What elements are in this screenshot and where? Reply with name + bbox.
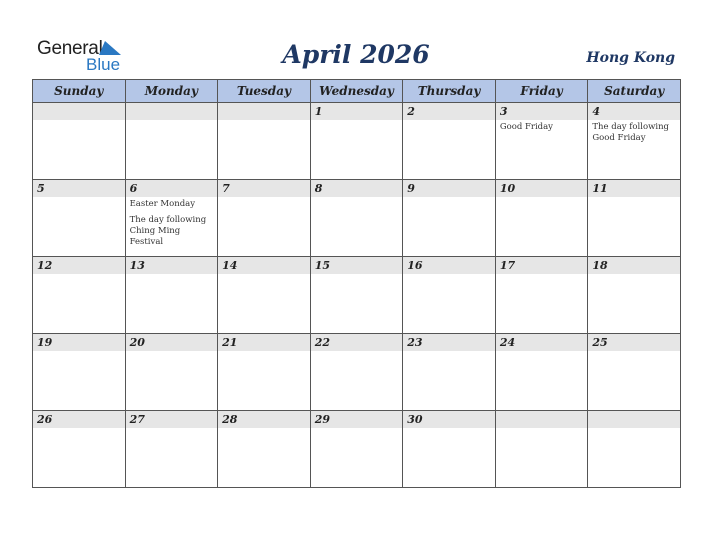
- weekday-header: Tuesday: [218, 80, 311, 103]
- day-number: [33, 103, 125, 120]
- day-cell: [33, 257, 126, 334]
- day-cell: [218, 180, 311, 257]
- week-row: [33, 103, 681, 180]
- day-number: 27: [126, 411, 218, 428]
- day-cell: [495, 180, 588, 257]
- weekday-header: Sunday: [33, 80, 126, 103]
- day-number: 13: [126, 257, 218, 274]
- day-number: 23: [403, 334, 495, 351]
- day-cell: [310, 334, 403, 411]
- day-number: 22: [311, 334, 403, 351]
- page-title: April 2026: [282, 40, 430, 69]
- day-number: 10: [496, 180, 588, 197]
- weekday-header: Monday: [125, 80, 218, 103]
- day-number: 9: [403, 180, 495, 197]
- day-number: [126, 103, 218, 120]
- day-number: 7: [218, 180, 310, 197]
- day-number: 28: [218, 411, 310, 428]
- day-cell: [125, 180, 218, 257]
- week-row: [33, 257, 681, 334]
- holiday-event: The day following Good Friday: [592, 122, 669, 143]
- calendar-grid: [32, 79, 681, 488]
- day-number: 24: [496, 334, 588, 351]
- day-number: [588, 411, 680, 428]
- holiday-event: The day following Ching Ming Festival: [129, 215, 207, 247]
- day-cell: [33, 334, 126, 411]
- weekday-header: Friday: [495, 80, 588, 103]
- day-number: 11: [588, 180, 680, 197]
- day-number: [496, 411, 588, 428]
- day-cell: [125, 103, 218, 180]
- day-cell: [588, 180, 681, 257]
- day-cell: [403, 257, 496, 334]
- day-number: 25: [588, 334, 680, 351]
- day-cell: [310, 411, 403, 488]
- day-cell: [403, 103, 496, 180]
- day-cell: [218, 411, 311, 488]
- day-cell: [310, 180, 403, 257]
- region-label: Hong Kong: [586, 50, 675, 66]
- day-number: 3: [496, 103, 588, 120]
- day-number: 5: [33, 180, 125, 197]
- day-number: 29: [311, 411, 403, 428]
- weekday-header: Thursday: [403, 80, 496, 103]
- holiday-event: Good Friday: [499, 122, 553, 132]
- day-cell: [310, 103, 403, 180]
- day-number: 26: [33, 411, 125, 428]
- day-cell: [218, 103, 311, 180]
- day-number: 17: [496, 257, 588, 274]
- day-number: 12: [33, 257, 125, 274]
- calendar-body: [33, 103, 681, 488]
- day-number: 16: [403, 257, 495, 274]
- weekday-header: Wednesday: [310, 80, 403, 103]
- day-number: 21: [218, 334, 310, 351]
- day-number: 30: [403, 411, 495, 428]
- day-cell: [218, 257, 311, 334]
- day-cell: [33, 411, 126, 488]
- day-number: 2: [403, 103, 495, 120]
- week-row: [33, 411, 681, 488]
- weekday-header-row: [33, 80, 681, 103]
- day-cell: [403, 411, 496, 488]
- day-number: [218, 103, 310, 120]
- day-number: 18: [588, 257, 680, 274]
- day-cell: [495, 411, 588, 488]
- day-cell: [33, 180, 126, 257]
- day-number: 20: [126, 334, 218, 351]
- day-number: 8: [311, 180, 403, 197]
- day-number: 19: [33, 334, 125, 351]
- week-row: [33, 180, 681, 257]
- day-number: 6: [126, 180, 218, 197]
- day-cell: [403, 180, 496, 257]
- day-cell: [588, 257, 681, 334]
- logo-text-blue: Blue: [86, 55, 121, 74]
- day-cell: [125, 334, 218, 411]
- day-cell: [588, 103, 681, 180]
- weekday-header: Saturday: [588, 80, 681, 103]
- day-cell: [495, 257, 588, 334]
- day-number: 1: [311, 103, 403, 120]
- holiday-event: Easter Monday: [129, 199, 196, 209]
- day-number: 15: [311, 257, 403, 274]
- week-row: [33, 334, 681, 411]
- day-number: 14: [218, 257, 310, 274]
- day-cell: [495, 334, 588, 411]
- day-cell: [403, 334, 496, 411]
- day-cell: [125, 257, 218, 334]
- logo-text-general: General: [37, 38, 103, 59]
- day-cell: [218, 334, 311, 411]
- day-cell: [125, 411, 218, 488]
- day-cell: [588, 411, 681, 488]
- day-cell: [310, 257, 403, 334]
- day-number: 4: [588, 103, 680, 120]
- day-cell: [33, 103, 126, 180]
- day-cell: [588, 334, 681, 411]
- day-cell: [495, 103, 588, 180]
